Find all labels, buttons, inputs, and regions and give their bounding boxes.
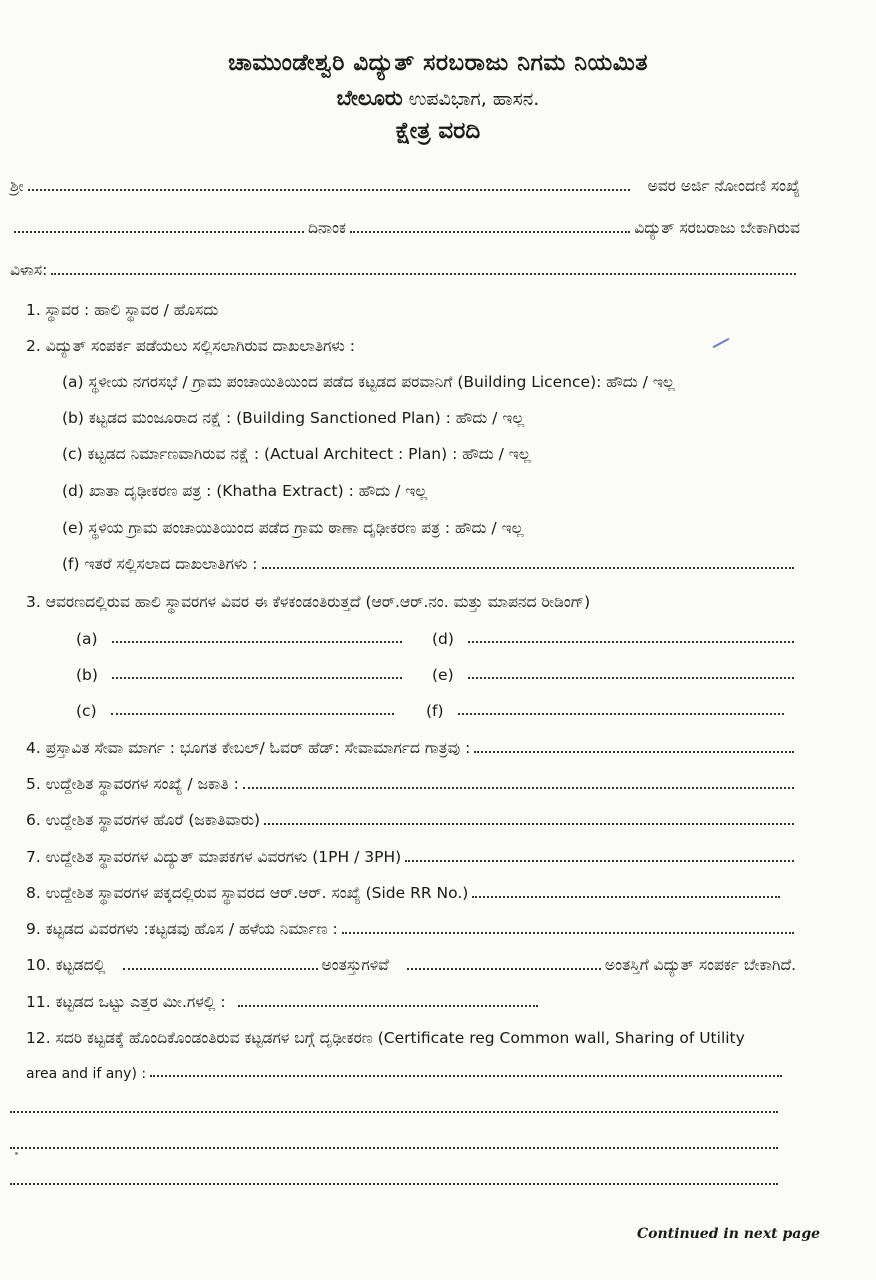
item-7-label: 7. ಉದ್ದೇಶಿತ ಸ್ಥಾವರಗಳ ವಿದ್ಯುತ್ ಮಾಪಕಗಳ ವಿವರಗಳು (1PH / 3PH) — [26, 848, 402, 866]
item-2: 2. ವಿದ್ಯುತ್ ಸಂಪರ್ಕ ಪಡೆಯಲು ಸಲ್ಲಿಸಲಾಗಿರುವ ದಾಖಲಾತಿಗಳು : — [26, 337, 355, 355]
reg-no-label: ಅವರ ಅರ್ಜಿ ನೋಂದಣಿ ಸಂಖ್ಯೆ — [647, 177, 800, 195]
existing-a-field[interactable] — [112, 641, 402, 643]
existing-c[interactable] — [76, 696, 398, 720]
item-2b: (b) ಕಟ್ಟಡದ ಮಂಜೂರಾದ ನಕ್ಷೆ : (Building Sanctioned Plan) : ಹೌದು / ಇಲ್ಲ — [62, 409, 525, 427]
item-7[interactable] — [26, 843, 798, 867]
date-line[interactable] — [10, 214, 800, 238]
item-11-label: 11. ಕಟ್ಟಡದ ಒಟ್ಟು ಎತ್ತರ ಮೀ.ಗಳಲ್ಲಿ : — [26, 993, 226, 1011]
item-2f-label: (f) ಇತರೆ ಸಲ್ಲಿಸಲಾದ ದಾಖಲಾತಿಗಳು : — [62, 555, 258, 573]
load-field[interactable] — [264, 823, 794, 825]
label-d: (d) — [432, 630, 454, 648]
item-5-label: 5. ಉದ್ದೇಶಿತ ಸ್ಥಾವರಗಳ ಸಂಖ್ಯೆ / ಜಕಾತಿ : — [26, 775, 239, 793]
existing-e-field[interactable] — [468, 677, 794, 679]
pen-mark — [713, 338, 730, 348]
label-f: (f) — [426, 702, 444, 720]
stray-dot — [15, 1152, 18, 1155]
item-10-label-c: ಅಂತಸ್ತಿಗೆ ವಿದ್ಯುತ್ ಸಂಪರ್ಕ ಬೇಕಾಗಿದೆ. — [604, 956, 797, 974]
org-title: ಚಾಮುಂಡೇಶ್ವರಿ ವಿದ್ಯುತ್ ಸರಬರಾಜು ನಿಗಮ ನಿಯಮಿತ — [228, 50, 648, 76]
blank-field-3[interactable] — [10, 1183, 778, 1185]
item-9-label: 9. ಕಟ್ಟಡದ ವಿವರಗಳು :ಕಟ್ಟಡವು ಹೊಸ / ಹಳೆಯ ನಿರ್ಮಾಣ : — [26, 920, 338, 938]
item-8-label: 8. ಉದ್ದೇಶಿತ ಸ್ಥಾವರಗಳ ಪಕ್ಕದಲ್ಲಿರುವ ಸ್ಥಾವರದ ಆರ್.ಆರ್. ಸಂಖ್ಯೆ (Side RR No.) — [26, 884, 469, 902]
label-a: (a) — [76, 630, 98, 648]
item-10-label-b: ಅಂತಸ್ತುಗಳಿವೆ — [321, 956, 389, 974]
continued-note: Continued in next page — [637, 1226, 821, 1242]
existing-f-field[interactable] — [458, 713, 784, 715]
item-12b-label: area and if any) : — [26, 1066, 147, 1082]
item-4[interactable] — [26, 734, 798, 758]
blank-field-1[interactable] — [10, 1111, 778, 1113]
item-5[interactable] — [26, 770, 798, 794]
item-8[interactable] — [26, 879, 784, 903]
blank-line-3[interactable] — [6, 1166, 782, 1190]
existing-d[interactable] — [432, 624, 798, 648]
address-line[interactable] — [10, 256, 800, 280]
blank-field-2[interactable] — [10, 1147, 778, 1149]
existing-f[interactable] — [426, 696, 788, 720]
item-2d: (d) ಖಾತಾ ದೃಢೀಕರಣ ಪತ್ರ : (Khatha Extract) : ಹೌದು / ಇಲ್ಲ — [62, 482, 428, 500]
item-12b[interactable] — [26, 1058, 786, 1082]
item-9[interactable] — [26, 915, 798, 939]
meter-details-field[interactable] — [405, 860, 794, 862]
floor-supply-field[interactable] — [407, 968, 601, 970]
blank-line-2[interactable] — [6, 1130, 782, 1154]
existing-b-field[interactable] — [112, 677, 402, 679]
certificate-field[interactable] — [150, 1075, 782, 1077]
item-6-label: 6. ಉದ್ದೇಶಿತ ಸ್ಥಾವರಗಳ ಹೊರೆ (ಜಕಾತಿವಾರು) — [26, 811, 261, 829]
item-10-label-a: 10. ಕಟ್ಟಡದಲ್ಲಿ — [26, 956, 106, 974]
label-b: (b) — [76, 666, 98, 684]
blank-line-1[interactable] — [6, 1094, 782, 1118]
shri-label: ಶ್ರೀ — [10, 177, 24, 195]
item-2f[interactable] — [62, 550, 798, 574]
floors-field[interactable] — [123, 968, 317, 970]
item-2a: (a) ಸ್ಥಳೀಯ ನಗರಸಭೆ / ಗ್ರಾಮ ಪಂಚಾಯಿತಿಯಿಂದ ಪಡೆದ ಕಟ್ಟಡದ ಪರವಾನಿಗೆ (Building Licence): ಹೌದು / ಇಲ್ಲ — [62, 373, 675, 391]
existing-b[interactable] — [76, 660, 406, 684]
item-10[interactable] — [26, 951, 796, 975]
applicant-line[interactable] — [10, 172, 800, 196]
sub-division-name: ಬೇಲೂರು — [336, 86, 403, 110]
installation-count-field[interactable] — [243, 787, 794, 789]
reg-no-field[interactable] — [14, 231, 304, 233]
side-rr-field[interactable] — [472, 896, 780, 898]
date-field[interactable] — [350, 231, 630, 233]
service-line-field[interactable] — [474, 751, 794, 753]
item-2e: (e) ಸ್ಥಳಿಯ ಗ್ರಾಮ ಪಂಚಾಯಿತಿಯಿಂದ ಪಡೆದ ಗ್ರಾಮ ಠಾಣಾ ದೃಢೀಕರಣ ಪತ್ರ : ಹೌದು / ಇಲ್ಲ — [62, 519, 524, 537]
item-1: 1. ಸ್ಥಾವರ : ಹಾಲಿ ಸ್ಥಾವರ / ಹೊಸದು — [26, 301, 219, 319]
applicant-name-field[interactable] — [28, 189, 630, 191]
address-label: ವಿಳಾಸ: — [10, 261, 48, 279]
form-title: ಕ್ಷೇತ್ರ ವರದಿ — [395, 118, 481, 144]
item-2c: (c) ಕಟ್ಟಡದ ನಿರ್ಮಾಣವಾಗಿರುವ ನಕ್ಷೆ : (Actual Architect : Plan) : ಹೌದು / ಇಲ್ಲ — [62, 445, 531, 463]
existing-a[interactable] — [76, 624, 406, 648]
other-docs-field[interactable] — [262, 567, 794, 569]
sub-division-rest: ಉಪವಿಭಾಗ, ಹಾಸನ. — [402, 88, 540, 110]
building-details-field[interactable] — [342, 932, 794, 934]
supply-needed-label: ವಿದ್ಯುತ್ ಸರಬರಾಜು ಬೇಕಾಗಿರುವ — [634, 219, 800, 237]
sub-division-line — [0, 86, 876, 111]
item-3: 3. ಆವರಣದಲ್ಲಿರುವ ಹಾಲಿ ಸ್ಥಾವರಗಳ ವಿವರ ಈ ಕೆಳಕಂಡಂತಿರುತ್ತದೆ (ಆರ್.ಆರ್.ನಂ. ಮತ್ತು ಮಾಪನದ ರೀಡಿಂಗ್) — [26, 593, 591, 611]
item-4-label: 4. ಪ್ರಸ್ತಾವಿತ ಸೇವಾ ಮಾರ್ಗ : ಭೂಗತ ಕೇಬಲ್/ ಓವರ್ ಹೆಡ್: ಸೇವಾಮಾರ್ಗದ ಗಾತ್ರವು : — [26, 739, 471, 757]
item-12: 12. ಸದರಿ ಕಟ್ಟಡಕ್ಕೆ ಹೊಂದಿಕೊಂಡಂತಿರುವ ಕಟ್ಟಡಗಳ ಬಗ್ಗೆ ದೃಢೀಕರಣ (Certificate reg Common wall, Sharing of Utility — [26, 1029, 745, 1047]
existing-e[interactable] — [432, 660, 798, 684]
address-field[interactable] — [51, 273, 796, 275]
existing-c-field[interactable] — [111, 713, 394, 715]
height-field[interactable] — [238, 1005, 538, 1007]
existing-d-field[interactable] — [468, 641, 794, 643]
label-c: (c) — [76, 702, 97, 720]
label-e: (e) — [432, 666, 454, 684]
item-6[interactable] — [26, 806, 798, 830]
item-11[interactable] — [26, 988, 542, 1012]
date-label: ದಿನಾಂಕ — [308, 219, 346, 237]
